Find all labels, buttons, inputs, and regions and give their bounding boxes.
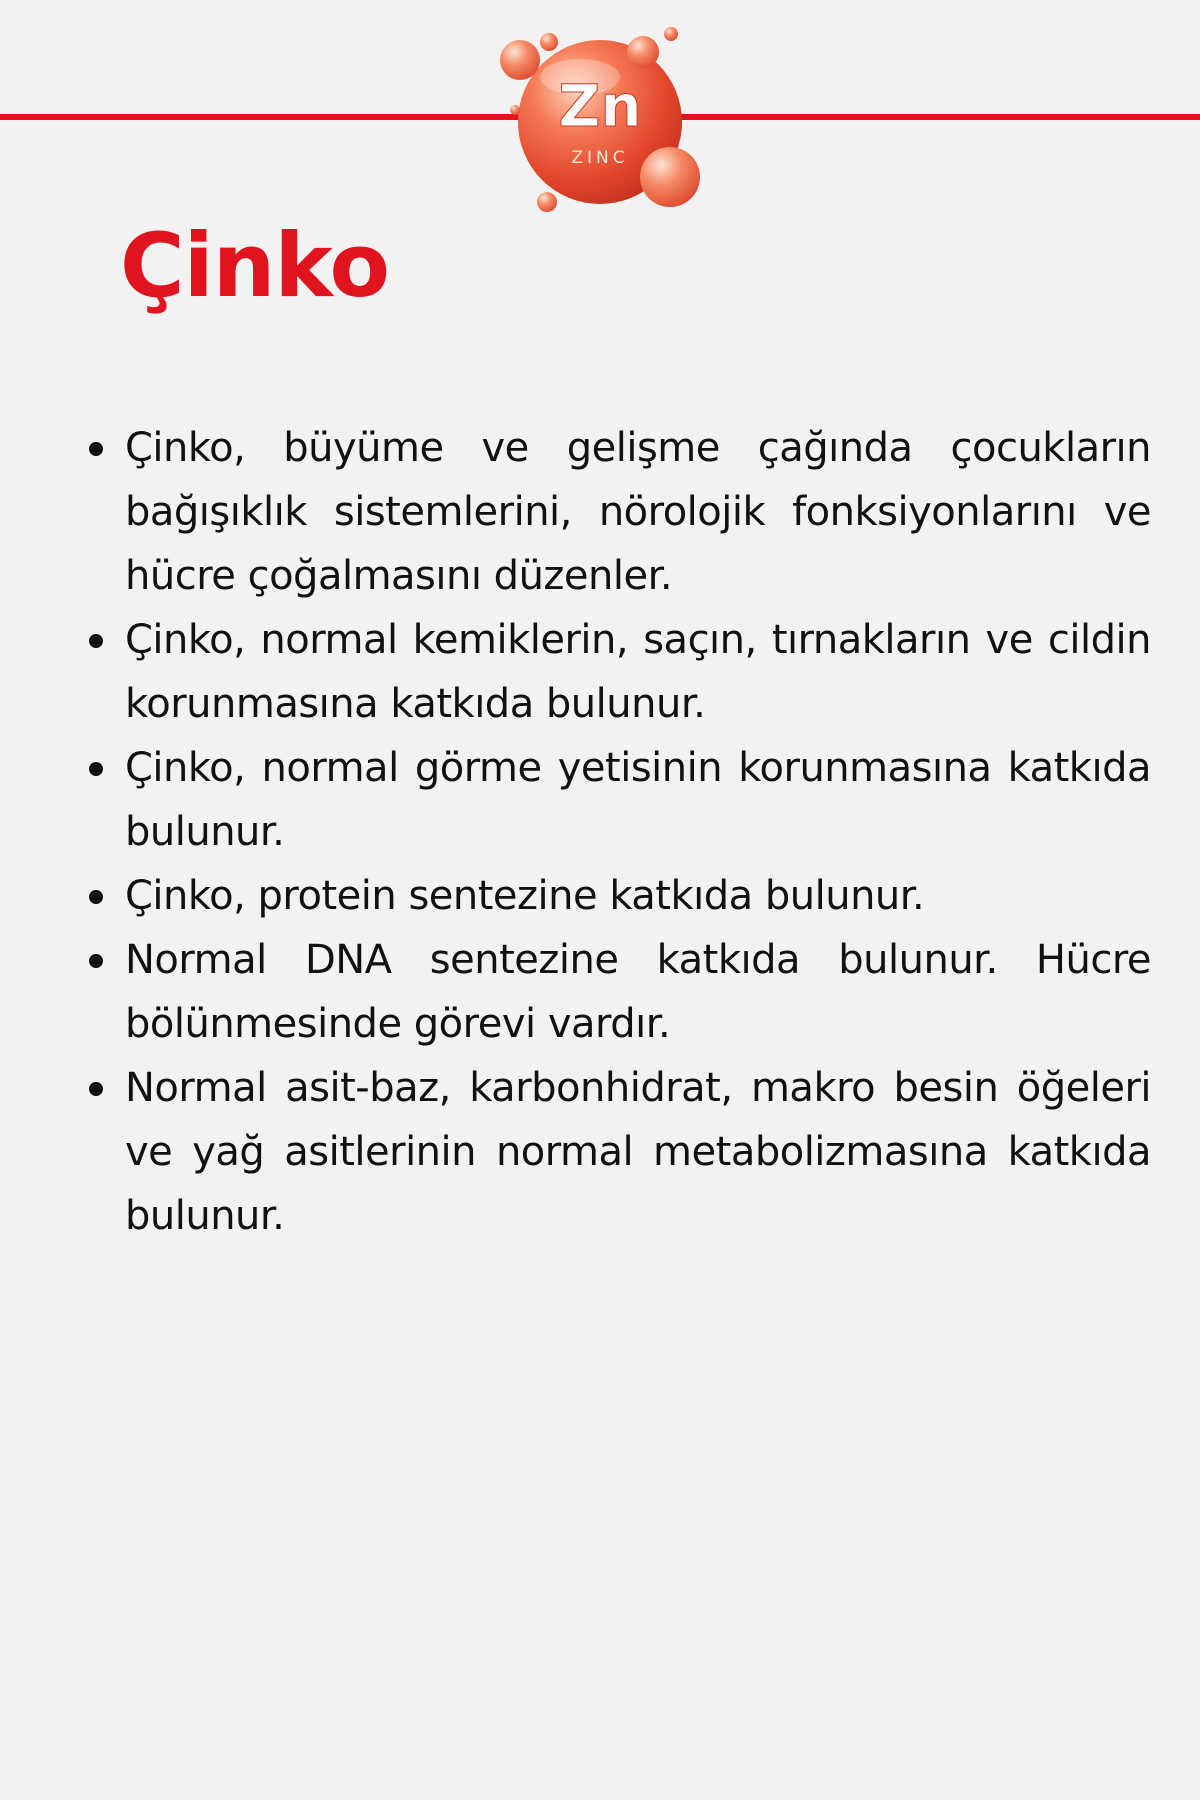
fact-text: Çinko, protein sentezine katkıda bulunur. [125,873,925,919]
bullet-icon [89,634,103,648]
fact-text: Çinko, normal görme yetisinin korunmasına katkıda bulunur. [125,745,1151,855]
fact-text: Çinko, büyüme ve gelişme çağında çocukların bağışıklık sistemlerini, nörolojik fonksiyonlarını ve hücre çoğalmasını düzenler. [125,425,1151,599]
fact-text: Normal DNA sentezine katkıda bulunur. Hücre bölünmesinde görevi vardır. [125,937,1151,1047]
zinc-caption: ZINC [571,148,629,168]
fact-text: Çinko, normal kemiklerin, saçın, tırnakların ve cildin korunmasına katkıda bulunur. [125,617,1151,727]
list-item [125,928,1151,1056]
list-item [125,736,1151,864]
list-item [125,416,1151,608]
list-item [125,1056,1151,1248]
fact-text: Normal asit-baz, karbonhidrat, makro besin öğeleri ve yağ asitlerinin normal metabolizmasına katkıda bulunur. [125,1065,1151,1239]
zinc-symbol: Zn [558,72,642,140]
bullet-icon [89,762,103,776]
zinc-logo [485,22,715,218]
list-item [125,608,1151,736]
list-item [125,864,1151,928]
facts-list [125,416,1151,1248]
bullet-icon [89,442,103,456]
bullet-icon [89,1082,103,1096]
bullet-icon [89,954,103,968]
page-title: Çinko [120,214,390,317]
bullet-icon [89,890,103,904]
zinc-molecule-icon [485,22,715,218]
